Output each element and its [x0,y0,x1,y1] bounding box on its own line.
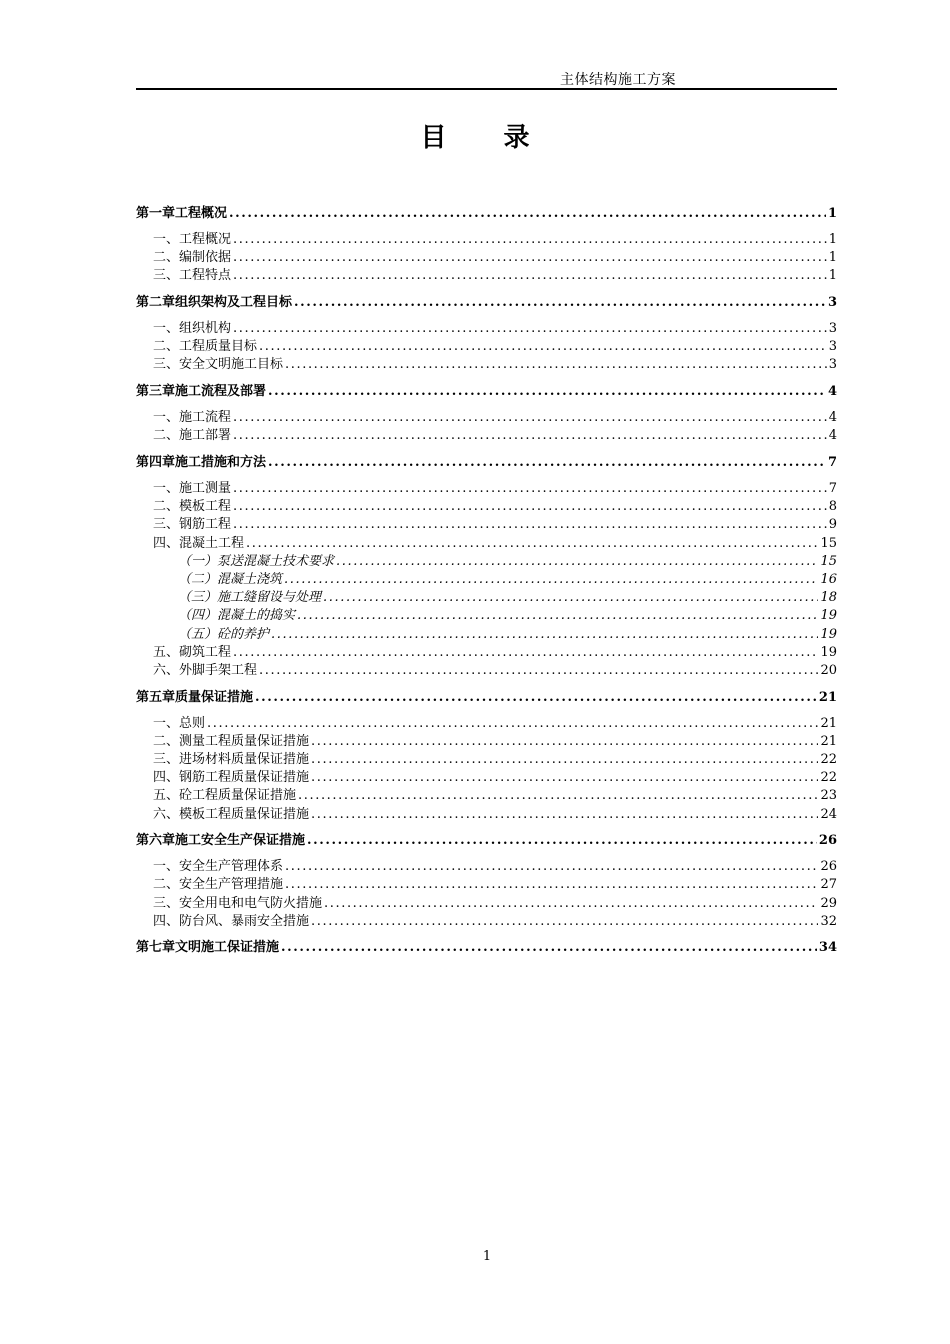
toc-chapter-label: 第七章 [136,940,176,956]
toc-section-entry[interactable] [136,427,837,445]
toc-page-number: 27 [820,877,837,893]
toc-leader-dots [285,356,827,374]
toc-page-number: 1 [828,250,837,266]
toc-section-entry[interactable] [136,267,837,285]
toc-entry-title: 三、安全用电和电气防火措施 [153,895,323,911]
toc-page-number: 22 [820,751,837,767]
toc-page-number: 15 [820,553,837,569]
toc-entry-title: 二、编制依据 [153,250,232,266]
toc-page-number: 7 [827,455,837,470]
toc-entry-title: （四）混凝土的捣实 [178,608,296,624]
toc-page-number: 22 [820,770,837,786]
toc-leader-dots [311,806,818,824]
toc-leader-dots [233,516,827,534]
toc-leader-dots [233,249,827,267]
toc-chapter-block [136,938,837,957]
toc-leader-dots [233,267,827,285]
toc-section-entry[interactable] [136,787,837,805]
toc-chapter-label: 第六章 [136,833,176,849]
toc-leader-dots [233,498,827,516]
toc-page-number: 21 [820,733,837,749]
toc-entry-title: 四、混凝土工程 [153,535,245,551]
toc-entry-title: 五、砼工程质量保证措施 [153,788,297,804]
toc-entry-title: 六、模板工程质量保证措施 [153,806,310,822]
toc-chapter-title: 文明施工保证措施 [175,940,280,956]
toc-chapter-entry[interactable] [136,938,837,957]
toc-page-number: 3 [828,357,837,373]
toc-leader-dots [233,480,827,498]
toc-chapter-label: 第三章 [136,384,176,400]
toc-page-number: 20 [820,662,837,678]
toc-entry-title: 一、工程概况 [153,232,232,247]
toc-leader-dots [294,293,826,312]
running-header: 主体结构施工方案 [560,72,676,88]
toc-section-entry[interactable] [136,806,837,824]
toc-chapter-block [136,293,837,375]
toc-leader-dots [233,644,818,662]
toc-page-number: 7 [828,481,837,496]
toc-entry-title: （二）混凝土浇筑 [178,571,283,587]
toc-leader-dots [207,715,818,733]
toc-section-entry[interactable] [136,733,837,751]
toc-entry-title: 四、防台风、暴雨安全措施 [153,913,310,929]
toc-entry-title: （三）施工缝留设与处理 [178,590,322,606]
toc-entry-title: 二、工程质量目标 [153,339,258,355]
toc-leader-dots [229,204,826,223]
toc-leader-dots [255,688,817,707]
toc-section-entry[interactable] [136,769,837,787]
toc-leader-dots [268,382,826,401]
toc-section-entry[interactable] [136,409,837,427]
toc-subsection-entry[interactable] [136,553,837,571]
toc-chapter-entry[interactable] [136,382,837,401]
toc-page-number: 26 [820,859,837,875]
toc-leader-dots [268,453,826,472]
toc-leader-dots [324,895,818,913]
toc-section-entry[interactable] [136,858,837,876]
toc-entry-title: 一、安全生产管理体系 [153,859,284,875]
toc-chapter-block [136,688,837,824]
toc-leader-dots [307,831,817,850]
toc-entry-title: 一、总则 [153,715,206,731]
toc-page-number: 3 [827,295,837,311]
toc-chapter-title: 施工安全生产保证措施 [175,833,306,849]
toc-entry-title: 二、模板工程 [153,499,232,515]
toc-subsection-entry[interactable] [136,571,837,589]
toc-leader-dots [233,320,827,338]
toc-page-number: 3 [828,321,837,337]
toc-entry-title: 三、安全文明施工目标 [153,357,284,373]
toc-chapter-entry[interactable] [136,204,837,223]
toc-leader-dots [311,769,818,787]
toc-section-entry[interactable] [136,876,837,894]
toc-leader-dots [259,662,818,680]
toc-page-number: 23 [820,788,837,804]
toc-section-entry[interactable] [136,320,837,338]
toc-entry-title: 六、外脚手架工程 [153,662,258,678]
toc-entry-title: 三、进场材料质量保证措施 [153,751,310,767]
toc-leader-dots [311,751,818,769]
toc-entry-title: 三、钢筋工程 [153,517,232,533]
toc-page-number: 26 [818,833,837,849]
toc-leader-dots [281,938,817,957]
toc-section-entry[interactable] [136,516,837,534]
toc-section-entry[interactable] [136,644,837,662]
toc-leader-dots [298,787,818,805]
toc-page-number: 3 [828,339,837,355]
toc-entry-title: 二、安全生产管理措施 [153,877,284,893]
toc-chapter-entry[interactable] [136,453,837,472]
toc-entry-title: 一、施工测量 [153,481,232,496]
toc-section-entry[interactable] [136,338,837,356]
toc-chapter-title: 工程概况 [175,206,228,221]
toc-chapter-title: 施工流程及部署 [175,384,267,400]
toc-section-entry[interactable] [136,535,837,553]
toc-page-number: 1 [828,232,837,247]
toc-page-number: 9 [828,517,837,533]
toc-entry-title: （五）砼的养护 [178,626,270,642]
toc-chapter-block [136,204,837,286]
toc-leader-dots [336,553,818,571]
toc-section-entry[interactable] [136,356,837,374]
toc-section-entry[interactable] [136,231,837,249]
toc-chapter-entry[interactable] [136,688,837,707]
toc-entry-title: 二、测量工程质量保证措施 [153,733,310,749]
toc-chapter-block [136,453,837,680]
toc-chapter-block [136,382,837,445]
header-rule [136,88,837,90]
toc-entry-title: 二、施工部署 [153,428,232,444]
toc-chapter-label: 第四章 [136,455,176,470]
toc-leader-dots [311,913,818,931]
toc-page-number: 34 [818,940,837,956]
toc-entry-title: 一、组织机构 [153,321,232,337]
toc-entry-title: 一、施工流程 [153,410,232,426]
toc-leader-dots [323,589,818,607]
toc-page-number: 19 [820,644,837,660]
toc-leader-dots [285,858,818,876]
toc-page-number: 29 [820,895,837,911]
toc-section-entry[interactable] [136,895,837,913]
toc-leader-dots [311,733,818,751]
toc-subsection-entry[interactable] [136,626,837,644]
toc-chapter-title: 施工措施和方法 [175,455,267,470]
page-number: 1 [482,1249,492,1264]
toc-page-number: 1 [827,206,837,221]
toc-title: 目 录 [420,123,554,153]
toc-leader-dots [284,571,818,589]
toc-page-number: 21 [818,689,837,705]
toc-page-number: 1 [828,268,837,284]
toc-page-number: 4 [828,428,837,444]
toc-subsection-entry[interactable] [136,589,837,607]
toc-page-number: 16 [820,571,837,587]
toc-entry-title: （一）泵送混凝土技术要求 [178,553,335,569]
toc-leader-dots [259,338,827,356]
toc-chapter-title: 质量保证措施 [175,689,254,705]
table-of-contents [136,204,837,965]
toc-entry-title: 三、工程特点 [153,268,232,284]
toc-chapter-label: 第二章 [136,295,176,311]
toc-chapter-entry[interactable] [136,831,837,850]
toc-section-entry[interactable] [136,249,837,267]
toc-page-number: 19 [820,608,837,624]
toc-page-number: 18 [820,590,837,606]
toc-section-entry[interactable] [136,751,837,769]
toc-chapter-label: 第一章 [136,206,176,221]
toc-chapter-label: 第五章 [136,689,176,705]
toc-section-entry[interactable] [136,498,837,516]
toc-leader-dots [297,607,818,625]
toc-page-number: 21 [820,715,837,731]
toc-page-number: 19 [820,626,837,642]
toc-leader-dots [285,876,818,894]
toc-entry-title: 五、砌筑工程 [153,644,232,660]
toc-chapter-block [136,831,837,931]
toc-section-entry[interactable] [136,480,837,498]
toc-page-number: 15 [820,535,837,551]
toc-chapter-title: 组织架构及工程目标 [175,295,293,311]
toc-entry-title: 四、钢筋工程质量保证措施 [153,770,310,786]
toc-section-entry[interactable] [136,662,837,680]
toc-leader-dots [246,535,818,553]
toc-page-number: 8 [828,499,837,515]
toc-leader-dots [271,626,818,644]
toc-leader-dots [233,231,827,249]
toc-leader-dots [233,409,827,427]
toc-page-number: 4 [828,410,837,426]
toc-section-entry[interactable] [136,715,837,733]
toc-page-number: 24 [820,806,837,822]
toc-page-number: 32 [820,913,837,929]
toc-chapter-entry[interactable] [136,293,837,312]
toc-leader-dots [233,427,827,445]
toc-page-number: 4 [827,384,837,400]
toc-subsection-entry[interactable] [136,607,837,625]
toc-section-entry[interactable] [136,913,837,931]
